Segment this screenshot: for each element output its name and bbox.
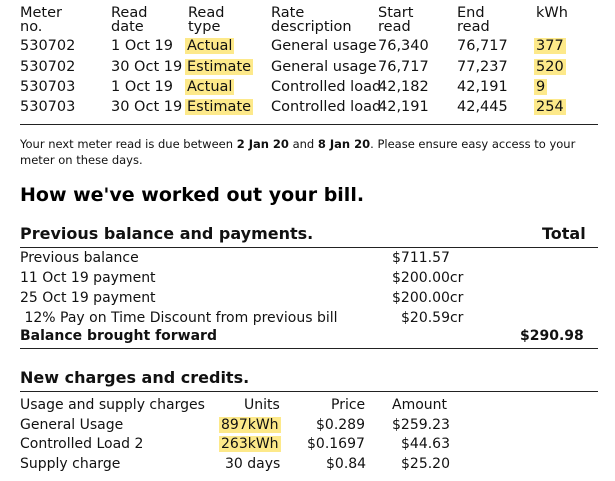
line-item-label: 25 Oct 19 payment (20, 290, 156, 306)
charge-price: $0.1697 (307, 436, 365, 452)
end-read: 42,445 (457, 99, 508, 115)
meter-number: 530702 (20, 38, 76, 54)
kwh-value: 520 (536, 59, 564, 75)
line-item-label: Previous balance (20, 250, 139, 266)
charge-units: 263kWh (221, 436, 279, 452)
kwh-value: 377 (536, 38, 564, 54)
meter-number: 530703 (20, 79, 76, 95)
column-header-units: Units (244, 397, 280, 413)
header-rate-description: Rate description (271, 5, 352, 35)
line-item-amount: $200.00cr (392, 270, 464, 286)
total-column-label: Total (542, 224, 586, 243)
charge-label: Controlled Load 2 (20, 436, 144, 452)
charge-amount: $25.20 (401, 456, 450, 472)
rate-description: General usage (271, 59, 377, 75)
header-meter-no: Meter no. (20, 5, 62, 35)
read-type-badge: Actual (187, 38, 233, 54)
charge-units: 30 days (225, 456, 281, 472)
meter-number: 530703 (20, 99, 76, 115)
read-type-badge: Estimate (187, 99, 252, 115)
balance-forward-label: Balance brought forward (20, 328, 217, 344)
column-header-usage: Usage and supply charges (20, 397, 205, 413)
kwh-value: 9 (536, 79, 546, 95)
page-title: How we've worked out your bill. (20, 184, 365, 206)
rate-description: Controlled load (271, 79, 382, 95)
line-item-label: 12% Pay on Time Discount from previous bill (20, 310, 338, 326)
start-read: 42,191 (378, 99, 429, 115)
charge-price: $0.289 (316, 417, 365, 433)
read-date: 1 Oct 19 (111, 38, 173, 54)
end-read: 77,237 (457, 59, 508, 75)
charge-price: $0.84 (326, 456, 367, 472)
header-start-read: Start read (378, 5, 414, 35)
header-end-read: End read (457, 5, 490, 35)
start-read: 76,717 (378, 59, 429, 75)
rate-description: Controlled load (271, 99, 382, 115)
rate-description: General usage (271, 38, 377, 54)
end-read: 76,717 (457, 38, 508, 54)
charge-amount: $259.23 (392, 417, 450, 433)
divider (20, 124, 598, 125)
column-header-amount: Amount (392, 397, 448, 413)
header-kwh: kWh (536, 5, 568, 21)
column-header-price: Price (331, 397, 366, 413)
read-type-badge: Actual (187, 79, 233, 95)
header-read-type: Read type (188, 5, 225, 35)
new-charges-heading: New charges and credits. (20, 368, 250, 387)
start-read: 42,182 (378, 79, 429, 95)
divider (20, 247, 598, 248)
charge-label: Supply charge (20, 456, 121, 472)
start-read: 76,340 (378, 38, 429, 54)
charge-amount: $44.63 (401, 436, 450, 452)
divider (20, 348, 598, 349)
previous-balance-heading: Previous balance and payments. (20, 224, 314, 243)
line-item-amount: $711.57 (392, 250, 450, 266)
balance-forward-total: $290.98 (520, 328, 584, 344)
line-item-amount: $200.00cr (392, 290, 464, 306)
header-read-date: Read date (111, 5, 148, 35)
read-type-badge: Estimate (187, 59, 252, 75)
line-item-amount: $20.59cr (401, 310, 464, 326)
kwh-value: 254 (536, 99, 564, 115)
divider (20, 391, 598, 392)
end-read: 42,191 (457, 79, 508, 95)
next-read-notice: Your next meter read is due between 2 Jan 20 and 8 Jan 20. Please ensure easy access to your meter on these days. (20, 137, 576, 167)
read-date: 30 Oct 19 (111, 59, 183, 75)
charge-units: 897kWh (221, 417, 279, 433)
read-date: 1 Oct 19 (111, 79, 173, 95)
next-read-start-date: 2 Jan 20 (236, 137, 289, 151)
meter-number: 530702 (20, 59, 76, 75)
charge-label: General Usage (20, 417, 124, 433)
next-read-end-date: 8 Jan 20 (317, 137, 371, 151)
line-item-label: 11 Oct 19 payment (20, 270, 156, 286)
read-date: 30 Oct 19 (111, 99, 183, 115)
